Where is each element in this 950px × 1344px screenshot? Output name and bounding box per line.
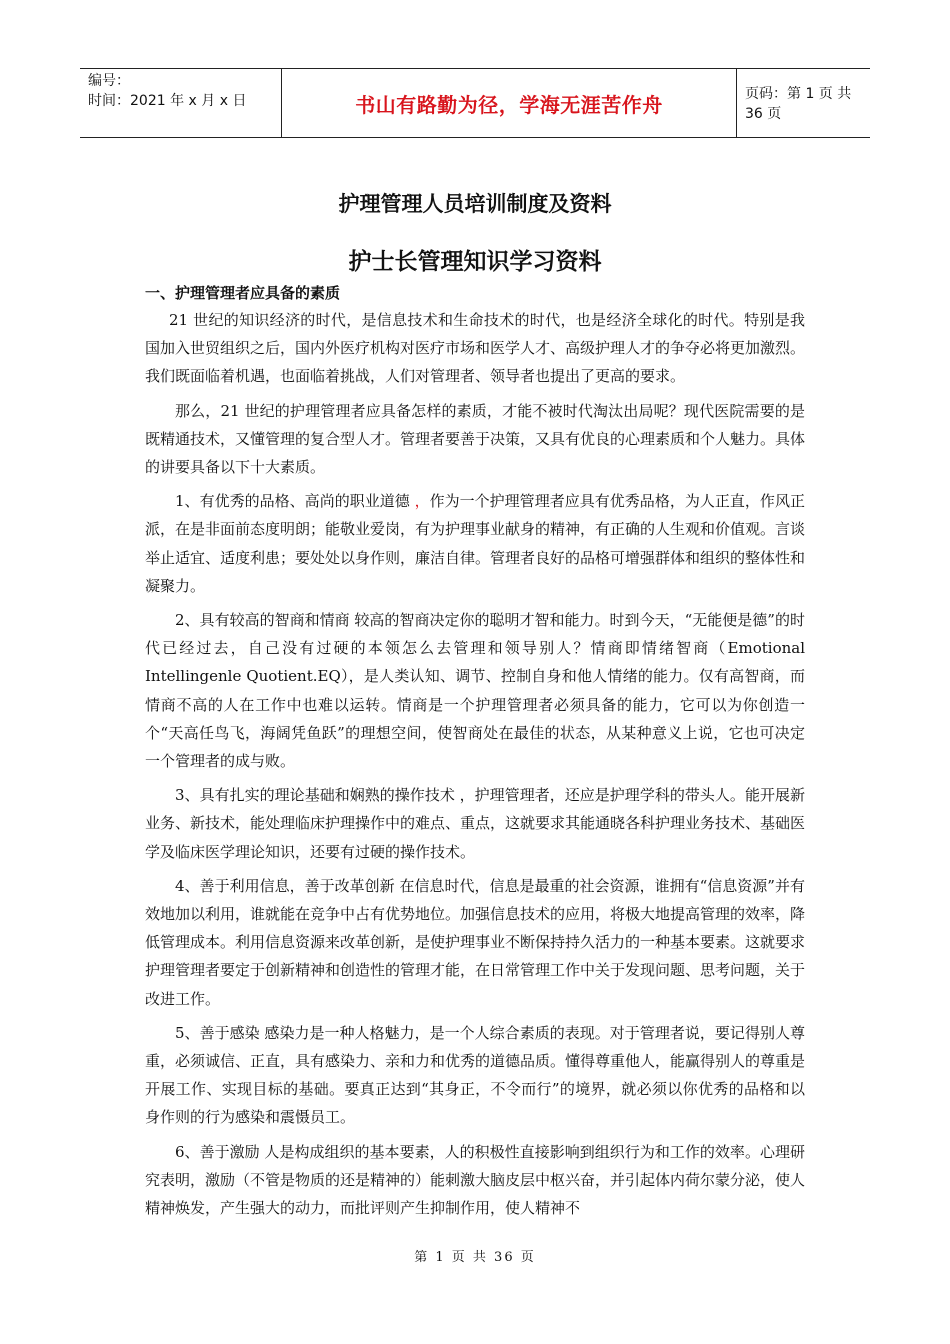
header-motto: 书山有路勤为径，学海无涯苦作舟 bbox=[282, 69, 737, 137]
document-subtitle: 护士长管理知识学习资料 bbox=[348, 249, 602, 275]
paragraph-3-red-comma: ， bbox=[414, 492, 430, 511]
document-body bbox=[145, 306, 805, 1228]
paragraph-6: 4、善于利用信息，善于改革创新 在信息时代，信息是最重的社会资源，谁拥有“信息资源”并有效地加以利用，谁就能在竞争中占有优势地位。加强信息技术的应用，将极大地提高管理的效率，降低管理成本。利用信息资源来改革创新，是使护理事业不断保持持久活力的一种基本要素。这就要求护理管理者要定于创新精神和创造性的管理才能，在日常管理工作中关于发现问题、思考问题，关于改进工作。 bbox=[145, 876, 806, 1008]
header-page-info: 页码：第 1 页 共 36 页 bbox=[745, 86, 852, 122]
paragraph-4: 2、具有较高的智商和情商 较高的智商决定你的聪明才智和能力。时到今天，“无能便是德”的时代已经过去，自己没有过硬的本领怎么去管理和领导别人？情商即情绪智商（Emotional Intellingenle Quotient.EQ），是人类认知、调节、控制自身和他人情绪的能力。仅有高智商，而情商不高的人在工作中也难以运转。情商是一个护理管理者必须具备的能力，它可以为你创造一个“天高任鸟飞，海阔凭鱼跃”的理想空间，使智商处在最佳的状态，从某种意义上说，它也可决定一个管理者的成与败。 bbox=[145, 611, 805, 771]
paragraph-2: 那么，21 世纪的护理管理者应具备怎样的素质，才能不被时代淘汰出局呢？现代医院需要的是既精通技术，又懂管理的复合型人才。管理者要善于决策，又具有优良的心理素质和个人魅力。具体的讲要具备以下十大素质。 bbox=[145, 401, 806, 477]
header-number-label: 编号： bbox=[88, 73, 130, 89]
paragraph-5: 3、具有扎实的理论基础和娴熟的操作技术 ，护理管理者，还应是护理学科的带头人。能开展新业务、新技术，能处理临床护理操作中的难点、重点，这就要求其能通晓各科护理业务技术、基础医学及临床医学理论知识，还要有过硬的操作技术。 bbox=[145, 786, 806, 861]
paragraph-1: 21 世纪的知识经济的时代，是信息技术和生命技术的时代，也是经济全球化的时代。特别是我国加入世贸组织之后，国内外医疗机构对医疗市场和医学人才、高级护理人才的争夺必将更加激烈。我们既面临着机遇，也面临着挑战，人们对管理者、领导者也提出了更高的要求。 bbox=[145, 311, 806, 386]
paragraph-8: 6、善于激励 人是构成组织的基本要素，人的积极性直接影响到组织行为和工作的效率。心理研究表明，激励（不管是物质的还是精神的）能刺激大脑皮层中枢兴奋，并引起体内荷尔蒙分泌，使人精神焕发，产生强大的动力，而批评则产生抑制作用，使人精神不 bbox=[145, 1142, 806, 1218]
header-meta-cell bbox=[80, 69, 282, 137]
document-header bbox=[80, 68, 870, 138]
header-time-label: 时间：2021 年 x 月 x 日 bbox=[88, 93, 247, 109]
page-footer: 第 1 页 共 36 页 bbox=[414, 1250, 536, 1265]
paragraph-3-lead: 1、有优秀的品格、高尚的职业道德 bbox=[175, 492, 415, 511]
paragraph-3-body: 作为一个护理管理者应具有优秀品格，为人正直，作风正派，在是非面前态度明朗；能敬业爱岗，有为护理事业献身的精神，有正确的人生观和价值观。言谈举止适宜、适度利患；要处处以身作则，廉洁自律。管理者良好的品格可增强群体和组织的整体性和凝聚力。 bbox=[145, 492, 806, 595]
paragraph-7: 5、善于感染 感染力是一种人格魅力，是一个人综合素质的表现。对于管理者说，要记得别人尊重，必须诚信、正直，具有感染力、亲和力和优秀的道德品质。懂得尊重他人，能赢得别人的尊重是开展工作、实现目标的基础。要真正达到“其身正，不令而行”的境界，就必须以你优秀的品格和以身作则的行为感染和震慑员工。 bbox=[145, 1023, 806, 1127]
document-title: 护理管理人员培训制度及资料 bbox=[338, 192, 612, 216]
section-heading: 一、护理管理者应具备的素质 bbox=[145, 284, 341, 302]
paragraph-3 bbox=[145, 487, 805, 600]
